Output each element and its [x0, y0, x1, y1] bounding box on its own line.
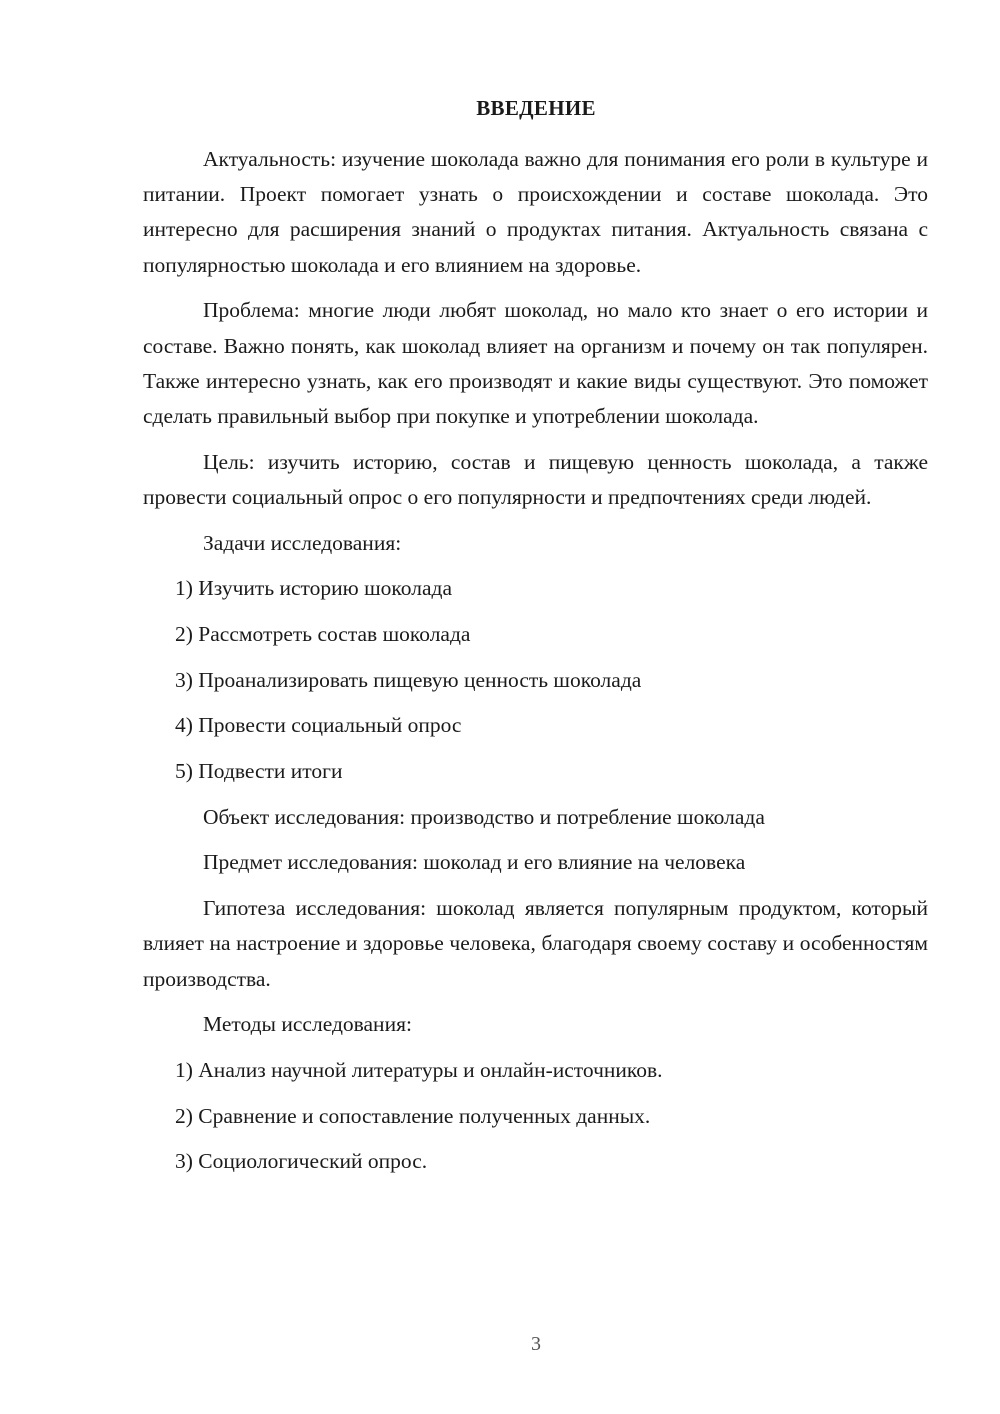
body-text: [143, 142, 928, 1190]
method-item: 2) Сравнение и сопоставление полученных данных.: [175, 1103, 651, 1128]
task-item: 5) Подвести итоги: [175, 759, 343, 784]
page-number: 3: [531, 1333, 541, 1355]
research-object: Объект исследования: производство и потребление шоколада: [203, 804, 765, 829]
research-subject: Предмет исследования: шоколад и его влияние на человека: [203, 850, 746, 875]
task-item: 4) Провести социальный опрос: [175, 713, 462, 738]
tasks-heading: Задачи исследования:: [203, 530, 402, 555]
problem-paragraph: Проблема: многие люди любят шоколад, но мало кто знает о его истории и составе. Важно понять, как шоколад влияет на организм и почему он так популярен. Также интересно узнать, как его производят и какие виды существуют. Это поможет сделать правильный выбор при покупке и употреблении шоколада.: [143, 298, 928, 428]
actuality-paragraph: Актуальность: изучение шоколада важно для понимания его роли в культуре и питании. Проект помогает узнать о происхождении и составе шоколада. Это интересно для расширения знаний о продуктах питания. Актуальность связана с популярностью шоколада и его влиянием на здоровье.: [143, 147, 928, 277]
task-item: 3) Проанализировать пищевую ценность шоколада: [175, 667, 642, 692]
task-item: 1) Изучить историю шоколада: [175, 576, 452, 601]
method-item: 1) Анализ научной литературы и онлайн-источников.: [175, 1057, 663, 1082]
methods-heading: Методы исследования:: [203, 1012, 412, 1037]
method-item: 3) Социологический опрос.: [175, 1149, 428, 1174]
section-title: ВВЕДЕНИЕ: [476, 96, 596, 120]
goal-paragraph: Цель: изучить историю, состав и пищевую ценность шоколада, а также провести социальный опрос о его популярности и предпочтениях среди людей.: [143, 449, 928, 509]
hypothesis-paragraph: Гипотеза исследования: шоколад является популярным продуктом, который влияет на настроение и здоровье человека, благодаря своему составу и особенностям производства.: [143, 896, 928, 991]
task-item: 2) Рассмотреть состав шоколада: [175, 621, 471, 646]
